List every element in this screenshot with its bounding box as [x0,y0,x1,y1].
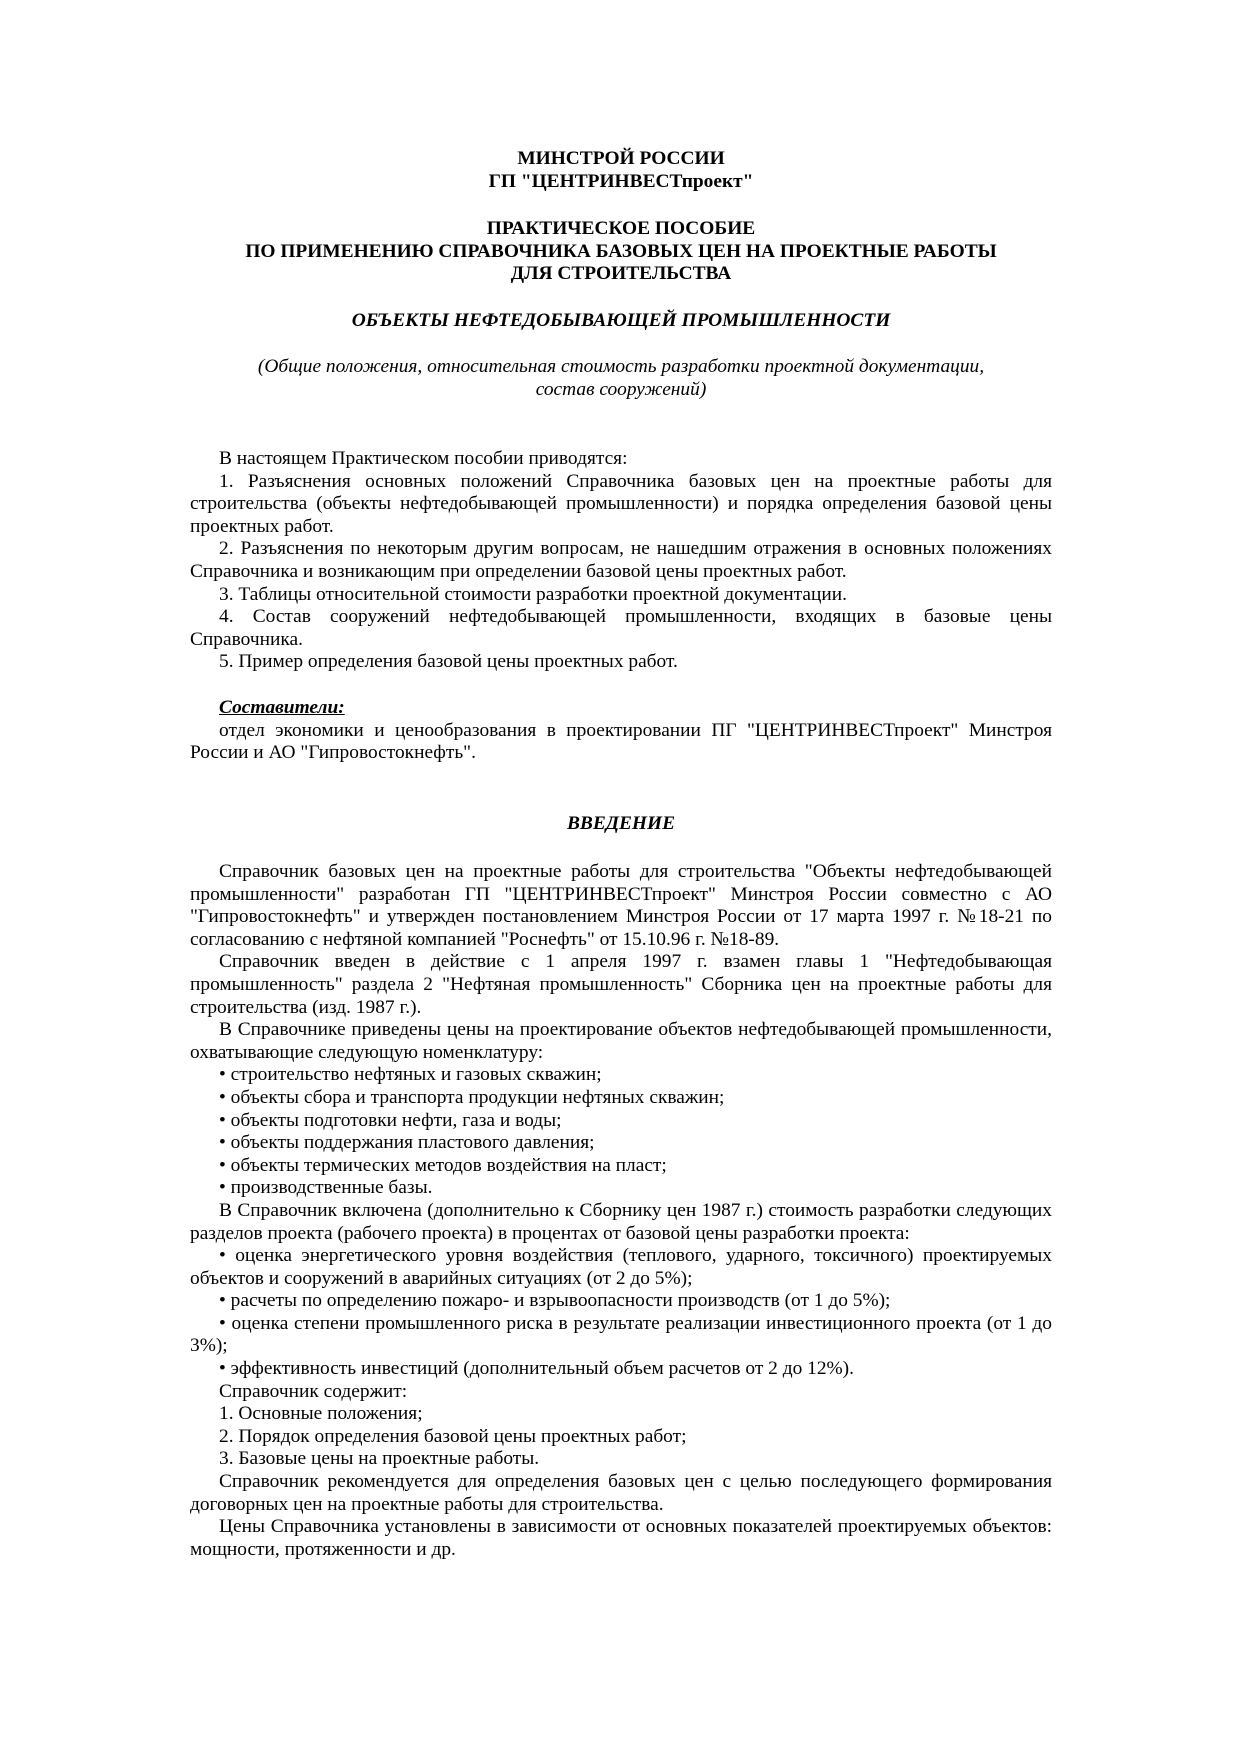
body-paragraph: В Справочник включена (дополнительно к Сборнику цен 1987 г.) стоимость разработки следующих разделов проекта (рабочего проекта) в процентах от базовой цены разработки проекта: [190,1199,1052,1244]
bullet-item: • производственные базы. [219,1177,433,1199]
title-line-3: ДЛЯ СТРОИТЕЛЬСТВА [510,263,732,285]
doc-note [190,356,1052,401]
bullet-item: • объекты сбора и транспорта продукции нефтяных скважин; [219,1086,725,1108]
note-line-2: состав сооружений) [535,378,707,400]
authors-section [190,697,1052,765]
body-paragraph: Справочник базовых цен на проектные работы для строительства "Объекты нефтедобывающей промышленности" разработан ГП "ЦЕНТРИНВЕСТпроект" Минстроя России совместно с АО "Гипровостокнефть" и утвержден постановлением Минстроя России от 17 марта 1997 г. №18-21 по согласованию с нефтяной компанией "Роснефть" от 15.10.96 г. №18-89. [190,861,1052,950]
intro-item: 4. Состав сооружений нефтедобывающей промышленности, входящих в базовые цены Справочника. [190,606,1052,650]
section-body [190,861,1052,1561]
bullet-item: • эффективность инвестиций (дополнительный объем расчетов от 2 до 12%). [219,1358,854,1380]
list-item: 1. Основные положения; [219,1403,423,1425]
bullet-item: • объекты подготовки нефти, газа и воды; [219,1109,562,1131]
bullet-item: • оценка энергетического уровня воздействия (теплового, ударного, токсичного) проектируемых объектов и сооружений в аварийных ситуациях (от 2 до 5%); [190,1245,1052,1289]
intro-item: 3. Таблицы относительной стоимости разработки проектной документации. [219,583,847,605]
doc-subject: ОБЪЕКТЫ НЕФТЕДОБЫВАЮЩЕЙ ПРОМЫШЛЕННОСТИ [351,310,891,331]
intro-item: 1. Разъяснения основных положений Справочника базовых цен на проектные работы для строительства (объекты нефтедобывающей промышленности) и порядка определения базовой цены проектных работ. [190,470,1052,537]
list-item: 2. Порядок определения базовой цены проектных работ; [219,1425,687,1447]
authors-heading: Составители: [219,697,345,718]
body-paragraph: Цены Справочника установлены в зависимости от основных показателей проектируемых объектов: мощности, протяженности и др. [190,1516,1052,1560]
title-line-1: ПРАКТИЧЕСКОЕ ПОСОБИЕ [486,218,756,239]
bullet-item: • строительство нефтяных и газовых скважин; [219,1064,602,1086]
bullet-item: • объекты термических методов воздействия на пласт; [219,1154,667,1176]
title-line-2: ПО ПРИМЕНЕНИЮ СПРАВОЧНИКА БАЗОВЫХ ЦЕН НА ПРОЕКТНЫЕ РАБОТЫ [245,240,997,262]
header-org [190,148,1052,193]
bullet-item: • объекты поддержания пластового давления; [219,1132,595,1154]
bullet-item: • оценка степени промышленного риска в результате реализации инвестиционного проекта (от 1 до 3%); [190,1312,1052,1357]
intro-item: 5. Пример определения базовой цены проектных работ. [219,651,678,673]
body-paragraph: Справочник рекомендуется для определения базовых цен с целью последующего формирования договорных цен на проектные работы для строительства. [190,1471,1052,1515]
body-paragraph: В Справочнике приведены цены на проектирование объектов нефтедобывающей промышленности, охватывающие следующую номенклатуру: [190,1019,1052,1063]
bullet-item: • расчеты по определению пожаро- и взрывоопасности производств (от 1 до 5%); [219,1290,891,1312]
body-paragraph: Справочник введен в действие с 1 апреля 1997 г. взамен главы 1 "Нефтедобывающая промышленность" раздела 2 "Нефтяная промышленность" Сборника цен на проектные работы для строительства (изд. 1987 г.). [190,951,1052,1018]
intro-item: 2. Разъяснения по некоторым другим вопросам, не нашедшим отражения в основных положениях Справочника и возникающим при определении базовой цены проектных работ. [190,538,1052,582]
org-enterprise: ГП "ЦЕНТРИНВЕСТпроект" [488,170,754,192]
authors-text: отдел экономики и ценообразования в проектировании ПГ "ЦЕНТРИНВЕСТпроект" Минстроя России и АО "Гипровостокнефть". [190,719,1052,764]
intro-lead: В настоящем Практическом пособии приводятся: [219,448,628,469]
list-item: 3. Базовые цены на проектные работы. [219,1448,540,1470]
note-line-1: (Общие положения, относительная стоимость разработки проектной документации, [257,356,985,377]
section-heading: ВВЕДЕНИЕ [566,813,676,834]
org-ministry: МИНСТРОЙ РОССИИ [517,148,725,169]
body-paragraph: Справочник содержит: [219,1380,408,1402]
intro-section [190,448,1052,674]
doc-title [190,218,1052,286]
